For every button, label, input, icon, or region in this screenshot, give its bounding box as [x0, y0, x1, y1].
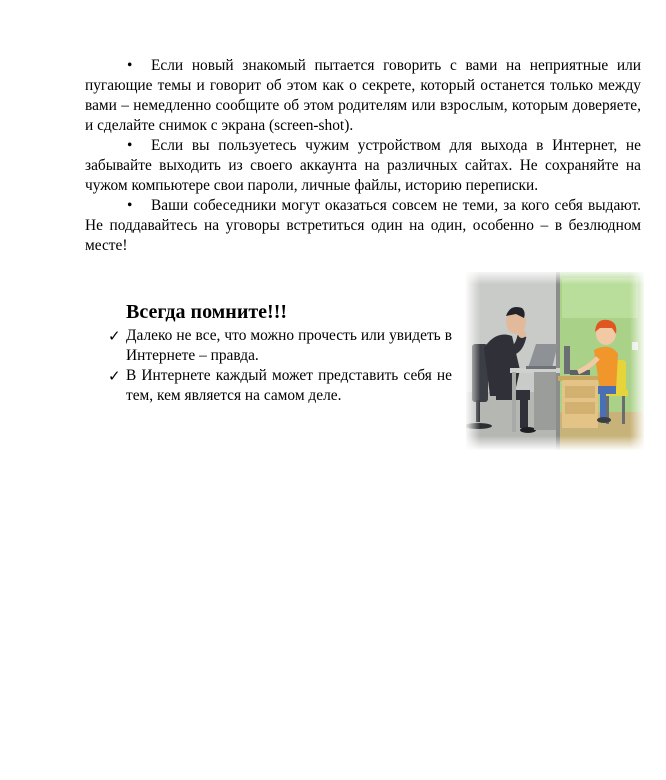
- checklist-text: В Интернете каждый может представить себя не тем, кем является на самом деле.: [126, 367, 452, 404]
- checkmark-icon: ✓: [108, 327, 121, 345]
- bullet-marker: •: [127, 57, 133, 74]
- remember-section: [106, 300, 452, 406]
- bullet-marker: •: [127, 137, 133, 154]
- bullet-paragraph: [85, 196, 641, 256]
- bullet-text: Если новый знакомый пытается говорить с вами на неприятные или пугающие темы и говорит об этом как о секрете, который останется только между вами – немедленно сообщите об этом родителям или взрослым, которым доверяете, и сделайте снимок с экрана (screen-shot).: [85, 57, 641, 134]
- checkmark-icon: ✓: [108, 367, 121, 385]
- bullet-paragraph: [85, 136, 641, 196]
- bullet-marker: •: [127, 197, 133, 214]
- bullet-text: Ваши собеседники могут оказаться совсем не теми, за кого себя выдают. Не поддавайтесь на уговоры встретиться один на один, особенно – в безлюдном месте!: [85, 197, 641, 254]
- bullet-list: [85, 56, 641, 256]
- checklist-item: [106, 366, 452, 406]
- remember-title: Всегда помните!!!: [126, 301, 288, 323]
- bullet-paragraph: [85, 56, 641, 136]
- checklist-item: [106, 326, 452, 366]
- checklist-text: Далеко не все, что можно прочесть или увидеть в Интернете – правда.: [126, 327, 452, 364]
- man-and-boy-at-computers-illustration: [466, 272, 644, 450]
- bullet-text: Если вы пользуетесь чужим устройством для выхода в Интернет, не забывайте выходить из своего аккаунта на различных сайтах. Не сохраняйте на чужом компьютере свои пароли, личные файлы, историю переписки.: [85, 137, 641, 194]
